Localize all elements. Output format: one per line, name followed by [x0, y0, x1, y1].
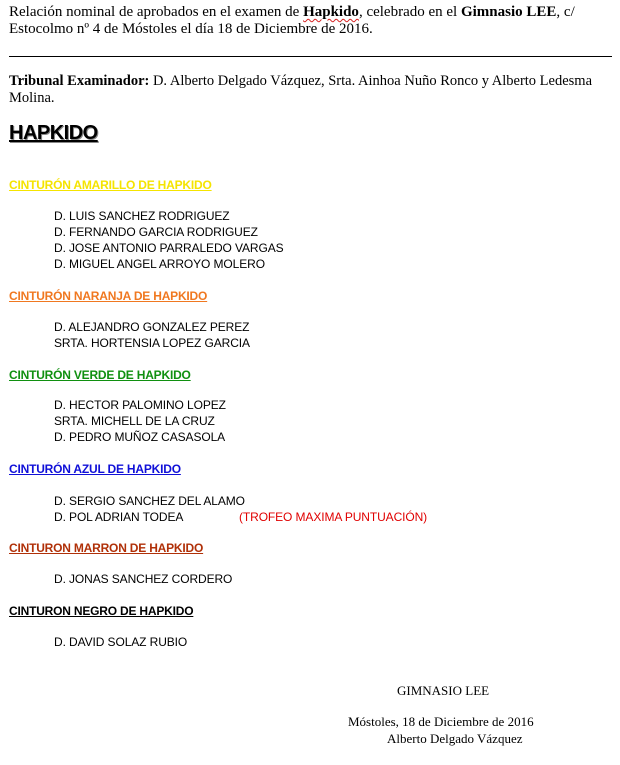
- intro-paragraph: [9, 4, 617, 38]
- list-item: D. FERNANDO GARCIA RODRIGUEZ: [54, 225, 258, 239]
- belt-heading-marron: CINTURON MARRON DE HAPKIDO: [9, 541, 204, 555]
- list-item: D. MIGUEL ANGEL ARROYO MOLERO: [54, 257, 265, 271]
- tribunal-paragraph: [9, 73, 609, 107]
- belt-heading-azul: CINTURÓN AZUL DE HAPKIDO: [9, 462, 181, 476]
- horizontal-rule: [9, 56, 612, 57]
- list-item: SRTA. HORTENSIA LOPEZ GARCIA: [54, 336, 250, 350]
- footer-gym: GIMNASIO LEE: [397, 683, 490, 698]
- footer-signer: Alberto Delgado Vázquez: [387, 731, 523, 746]
- intro-sport: Hapkido: [303, 4, 359, 20]
- list-item: D. JOSE ANTONIO PARRALEDO VARGAS: [54, 241, 284, 255]
- intro-gym: Gimnasio LEE: [460, 4, 557, 20]
- list-item: D. HECTOR PALOMINO LOPEZ: [54, 398, 226, 412]
- belt-heading-naranja: CINTURÓN NARANJA DE HAPKIDO: [9, 289, 208, 303]
- belt-heading-negro: CINTURON NEGRO DE HAPKIDO: [9, 604, 194, 618]
- list-item: D. PEDRO MUÑOZ CASASOLA: [54, 430, 226, 444]
- trophy-note: (TROFEO MAXIMA PUNTUACIÓN): [239, 510, 428, 524]
- intro-suffix: , c/ Estocolmo nº 4 de Móstoles el día 18 de Diciembre de 2016.: [9, 4, 575, 37]
- intro-middle: , celebrado en el: [358, 4, 461, 20]
- belt-heading-amarillo: CINTURÓN AMARILLO DE HAPKIDO: [9, 178, 212, 192]
- tribunal-label: Tribunal Examinador:: [9, 73, 150, 89]
- tribunal-members: D. Alberto Delgado Vázquez, Srta. Ainhoa Nuño Ronco y Alberto Ledesma Molina.: [9, 73, 593, 106]
- intro-prefix: Relación nominal de aprobados en el examen de: [9, 4, 304, 20]
- list-item: D. ALEJANDRO GONZALEZ PEREZ: [54, 320, 250, 334]
- belt-heading-verde: CINTURÓN VERDE DE HAPKIDO: [9, 368, 191, 382]
- list-item: SRTA. MICHELL DE LA CRUZ: [54, 414, 215, 428]
- list-item: D. LUIS SANCHEZ RODRIGUEZ: [54, 209, 230, 223]
- document-title: HAPKIDO: [9, 122, 98, 144]
- footer-place-date: Móstoles, 18 de Diciembre de 2016: [348, 714, 534, 729]
- list-item: D. JONAS SANCHEZ CORDERO: [54, 572, 233, 586]
- list-item: D. POL ADRIAN TODEA: [54, 510, 184, 524]
- list-item: D. DAVID SOLAZ RUBIO: [54, 635, 188, 649]
- list-item: D. SERGIO SANCHEZ DEL ALAMO: [54, 494, 245, 508]
